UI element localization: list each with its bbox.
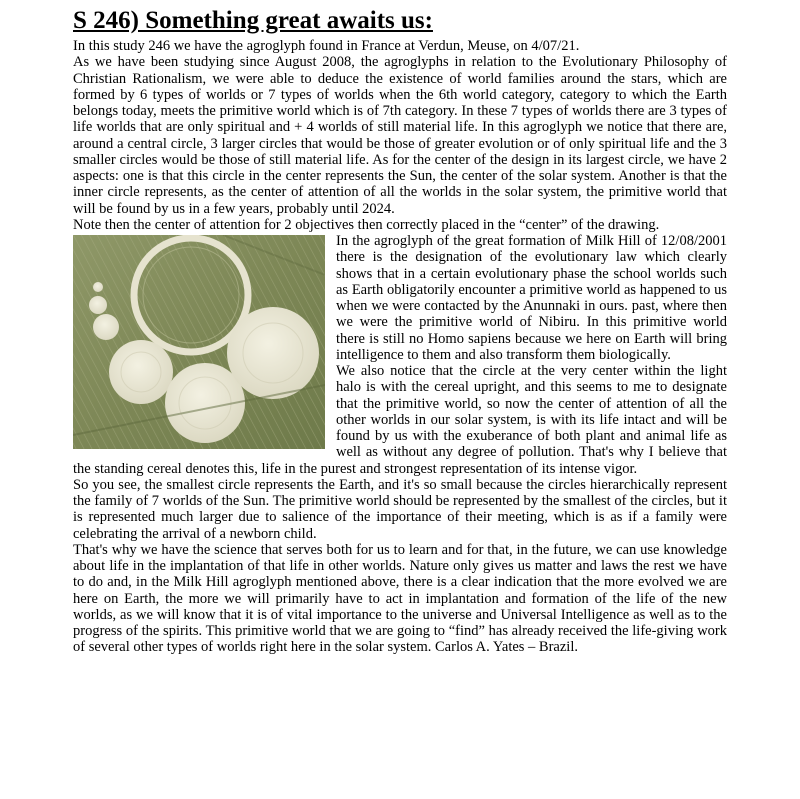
paragraph-milk-hill: In the agroglyph of the great formation of Milk Hill of 12/08/2001 there is the designation of the evolutionary law which clearly shows that in a certain evolutionary phase the school worlds such as Earth obligatorily encounter a primitive world as happened to us when we were contacted by the Anunnaki in ours. past, where then we were the primitive world of Nibiru. In this primitive world there is still no Homo sapiens because we here on Earth will bring intelligence to them and also transform them biologically.	[336, 233, 727, 363]
paragraph-study: As we have been studying since August 2008, the agroglyphs in relation to the Evolutionary Philosophy of Christian Rationalism, we were able to deduce the existence of world families around the stars, which are formed by 6 types of worlds or 7 types of worlds when the 6th world category, category to which the Earth belongs today, meets the primitive world which is of 7th category. In these 7 types of worlds there are 3 types of life worlds that are only spiritual and + 4 worlds of still material life. In this agroglyph we notice that there are, around a central circle, 3 larger circles that would be those of greater evolution or of only spiritual life and the 3 smaller circles would be those of still material life. As for the center of the design in its largest circle, we have 2 aspects: one is that this circle in the center represents the Sun, the center of the solar system. Another is that the inner circle represents, as the center of attention of all the worlds in the solar system, the primitive world that will be found by us in a few years, probably until 2024.	[73, 54, 727, 217]
paragraph-note: Note then the center of attention for 2 objectives then correctly placed in the “center” of the drawing.	[73, 216, 660, 233]
paragraph-smallest-circle: So you see, the smallest circle represents the Earth, and it's so small because the circles hierarchically represent the family of 7 worlds of the Sun. The primitive world should be represented by the smallest of the circles, but it is represented much larger due to salience of the importance of their meeting, which is as if a family were celebrating the arrival of a newborn child.	[73, 476, 727, 542]
document-title: S 246) Something great awaits us:	[73, 7, 433, 34]
crop-circle-photo-icon	[73, 235, 325, 449]
paragraph-science: That's why we have the science that serves both for us to learn and for that, in the future, we can use knowledge about life in the implantation of that life in other worlds. Nature only gives us matter and laws the rest we have to do and, in the Milk Hill agroglyph mentioned above, there is a clear indication that the more evolved we are here on Earth, the more we will primarily have to act in implantation and formation of the life of the new worlds, as we will know that it is of vital importance to the universe and Universal Intelligence as well as to the progress of the spirits. This primitive world that we are going to “find” has already received the life-giving work of several other types of worlds right here in the solar system. Carlos A. Yates – Brazil.	[73, 541, 727, 656]
document-body	[73, 38, 727, 656]
paragraph-center-circle: We also notice that the circle at the very center within the light halo is with the cereal upright, and this seems to me to designate that the primitive world, so now the center of attention of all the other worlds in our solar system, is with its life intact and will be found by us with the exuberance of both plant and animal life as well as without any degree of pollution. That's why I believe that the standing cereal denotes this, life in the purest and strongest representation of its intense vigor.	[73, 363, 727, 477]
paragraph-intro: In this study 246 we have the agroglyph found in France at Verdun, Meuse, on 4/07/21.	[73, 38, 580, 54]
